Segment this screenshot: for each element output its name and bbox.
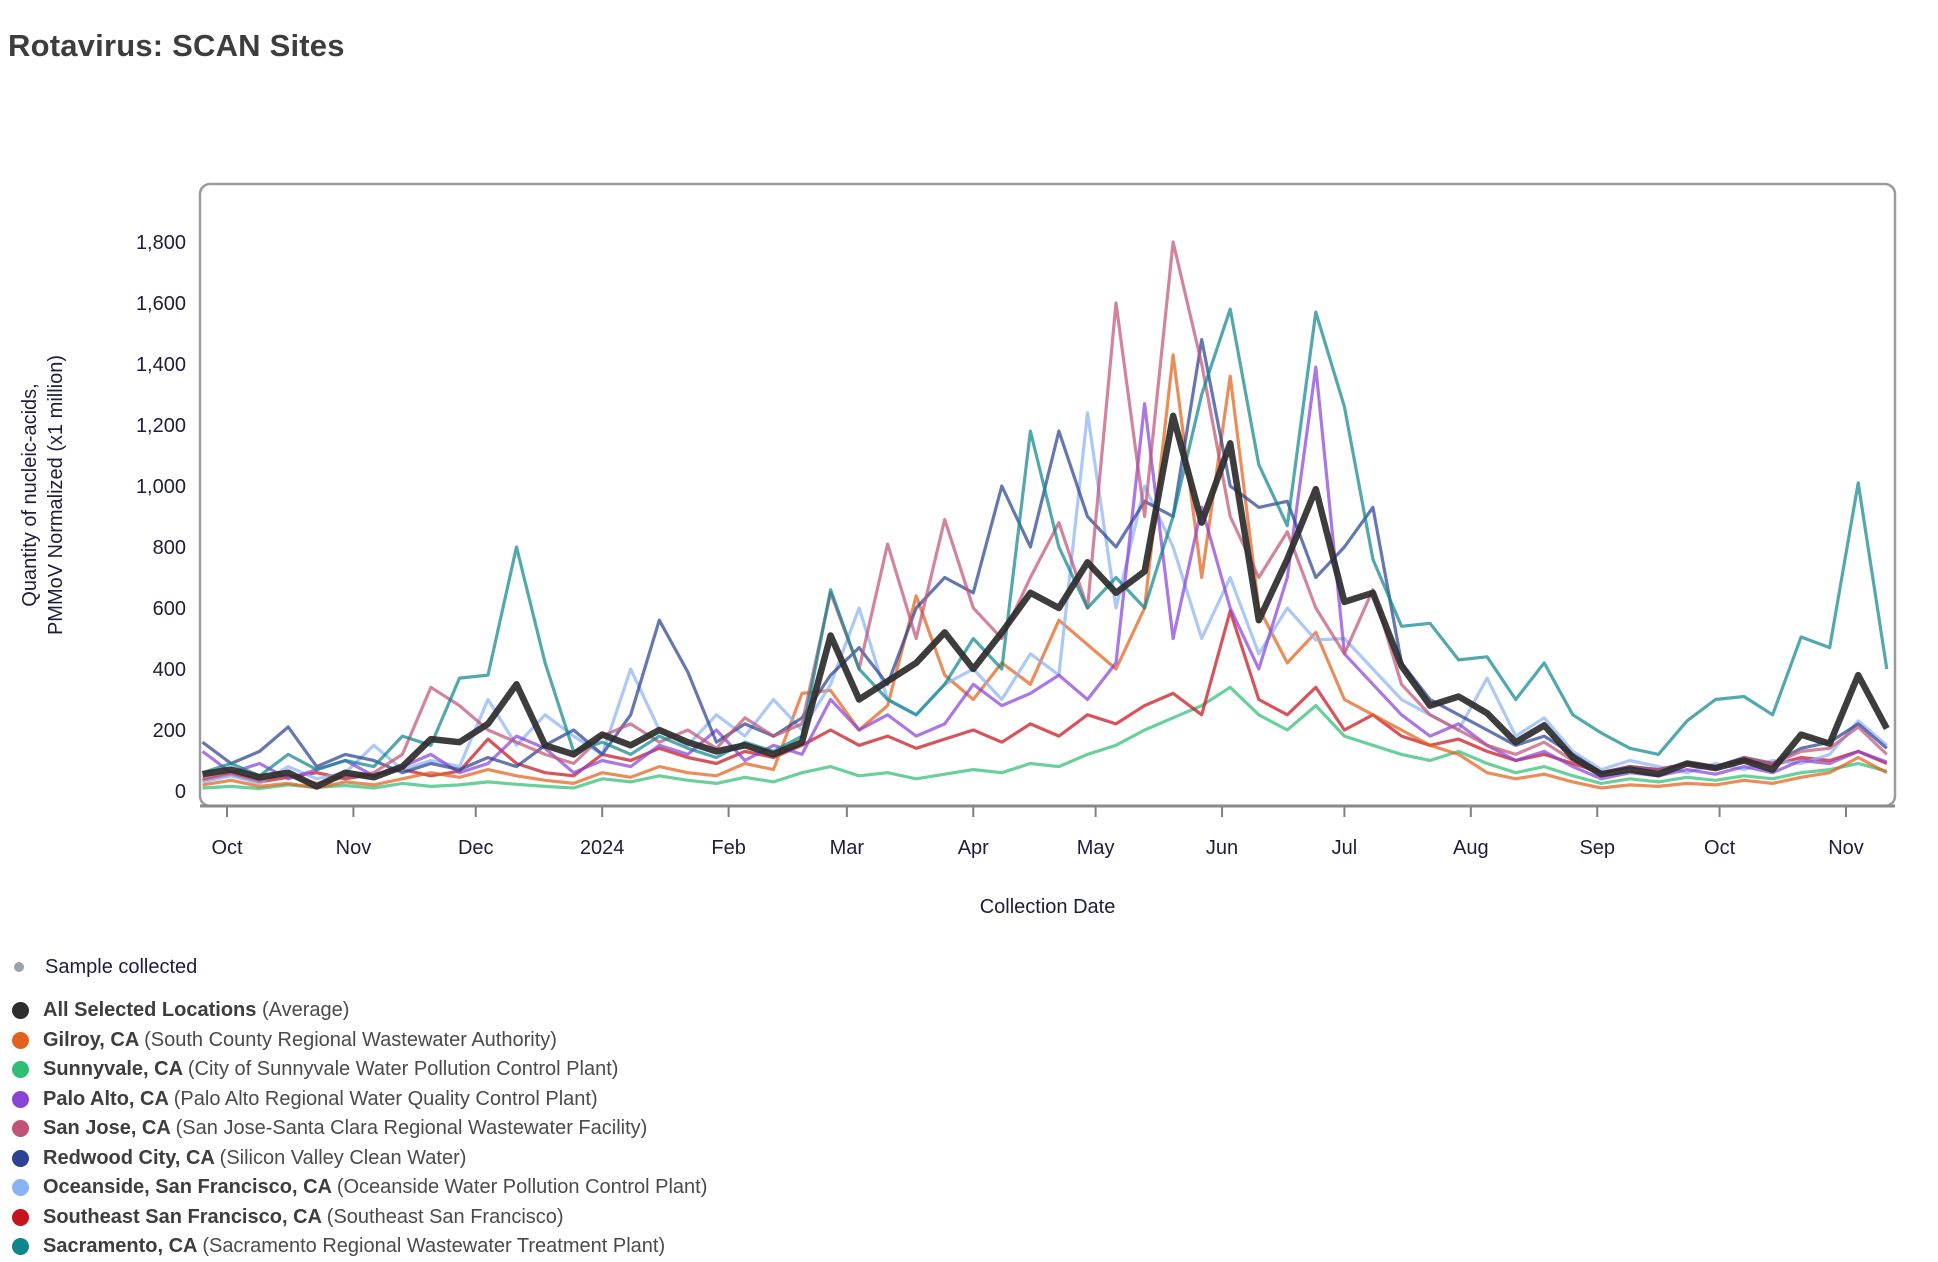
legend-item-name: Oceanside, San Francisco, CA bbox=[43, 1176, 337, 1199]
legend-item-7[interactable] bbox=[12, 1203, 707, 1233]
y-tick-label: 600 bbox=[152, 598, 186, 620]
legend-color-dot-icon bbox=[12, 1061, 29, 1078]
x-tick-label: Oct bbox=[211, 837, 243, 859]
y-tick-label: 1,200 bbox=[135, 415, 186, 437]
legend-item-detail: (Southeast San Francisco) bbox=[326, 1205, 564, 1228]
legend-item-3[interactable] bbox=[12, 1085, 707, 1115]
y-axis-title-line: PMMoV Normalized (x1 million) bbox=[45, 354, 67, 636]
x-tick-label: Jun bbox=[1205, 837, 1239, 859]
legend-items bbox=[12, 996, 707, 1262]
x-tick-label: 2024 bbox=[579, 837, 625, 859]
x-tick-label: Aug bbox=[1453, 837, 1489, 859]
y-tick-label: 1,400 bbox=[135, 354, 186, 376]
x-axis-title: Collection Date bbox=[979, 896, 1116, 918]
y-tick-label: 0 bbox=[174, 781, 186, 803]
x-tick-label: Nov bbox=[335, 837, 372, 859]
legend-item-5[interactable] bbox=[12, 1144, 707, 1174]
legend-color-dot-icon bbox=[12, 1238, 29, 1255]
legend-color-dot-icon bbox=[12, 1091, 29, 1108]
legend-item-name: Southeast San Francisco, CA bbox=[43, 1205, 327, 1228]
y-axis-title bbox=[19, 355, 67, 635]
legend-item-name: Sacramento, CA bbox=[43, 1235, 203, 1258]
legend-color-dot-icon bbox=[12, 1179, 29, 1196]
x-tick-label: Dec bbox=[457, 837, 494, 859]
legend-item-detail: (South County Regional Wastewater Authority) bbox=[144, 1028, 557, 1051]
chart-legend bbox=[12, 952, 707, 1262]
y-tick-label: 1,000 bbox=[135, 476, 186, 498]
x-tick-label: Nov bbox=[1828, 837, 1864, 859]
x-tick-label: May bbox=[1076, 837, 1115, 859]
legend-item-4[interactable] bbox=[12, 1114, 707, 1144]
legend-item-6[interactable] bbox=[12, 1173, 707, 1203]
legend-item-1[interactable] bbox=[12, 1026, 707, 1056]
x-tick-label: Oct bbox=[1704, 837, 1736, 859]
legend-item-8[interactable] bbox=[12, 1232, 707, 1262]
legend-color-dot-icon bbox=[12, 1120, 29, 1137]
legend-color-dot-icon bbox=[12, 1150, 29, 1167]
sample-collected-label: Sample collected bbox=[45, 955, 198, 978]
y-tick-label: 1,800 bbox=[135, 232, 186, 254]
legend-item-2[interactable] bbox=[12, 1055, 707, 1085]
sample-collected-row bbox=[12, 952, 707, 982]
y-tick-label: 200 bbox=[152, 720, 186, 742]
legend-item-detail: (Oceanside Water Pollution Control Plant) bbox=[336, 1176, 708, 1199]
x-tick-label: Mar bbox=[829, 837, 865, 859]
legend-color-dot-icon bbox=[12, 1209, 29, 1226]
x-tick-label: Apr bbox=[957, 837, 989, 859]
legend-item-detail: (Average) bbox=[261, 999, 350, 1022]
x-tick-label: Feb bbox=[711, 837, 746, 859]
legend-item-name: Redwood City, CA bbox=[43, 1146, 220, 1169]
legend-item-name: Palo Alto, CA bbox=[43, 1087, 174, 1110]
x-tick-label: Sep bbox=[1579, 837, 1616, 859]
legend-color-dot-icon bbox=[12, 1032, 29, 1049]
legend-item-name: All Selected Locations bbox=[43, 999, 262, 1022]
y-axis-title-line: Quantity of nucleic-acids, bbox=[19, 383, 41, 607]
legend-item-detail: (San Jose-Santa Clara Regional Wastewater Facility) bbox=[175, 1117, 648, 1140]
y-tick-label: 800 bbox=[152, 537, 186, 559]
legend-item-detail: (Palo Alto Regional Water Quality Control Plant) bbox=[173, 1087, 598, 1110]
legend-item-detail: (Sacramento Regional Wastewater Treatment Plant) bbox=[202, 1235, 666, 1258]
legend-item-name: San Jose, CA bbox=[43, 1117, 176, 1140]
legend-item-name: Sunnyvale, CA bbox=[43, 1058, 188, 1081]
legend-color-dot-icon bbox=[12, 1002, 29, 1019]
sample-collected-dot-icon bbox=[14, 962, 24, 972]
y-tick-label: 400 bbox=[152, 659, 186, 681]
y-tick-label: 1,600 bbox=[135, 293, 186, 315]
x-tick-label: Jul bbox=[1331, 837, 1358, 859]
legend-item-name: Gilroy, CA bbox=[43, 1028, 145, 1051]
legend-item-0[interactable] bbox=[12, 996, 707, 1026]
legend-item-detail: (City of Sunnyvale Water Pollution Control Plant) bbox=[187, 1058, 619, 1081]
legend-item-detail: (Silicon Valley Clean Water) bbox=[219, 1146, 467, 1169]
page-title: Rotavirus: SCAN Sites bbox=[8, 28, 345, 63]
